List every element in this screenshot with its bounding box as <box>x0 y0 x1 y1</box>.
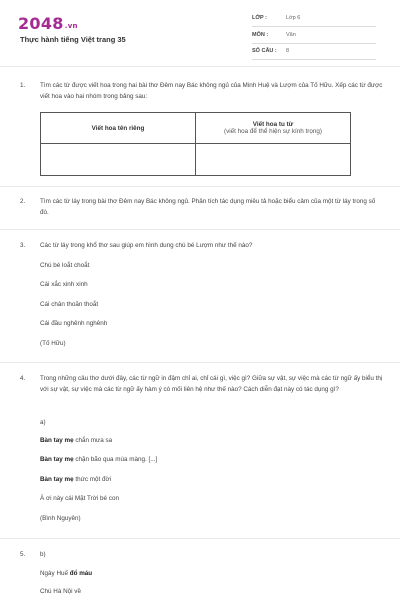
emphasis: đổ máu <box>69 570 93 577</box>
line-rest: À ơi này cái Mặt Trời bé con <box>40 495 119 502</box>
poem-line: Cái đầu nghênh nghênh <box>40 320 108 327</box>
meta-row-class <box>252 13 376 27</box>
poem-source: (Tố Hữu) <box>40 340 66 347</box>
meta-key: MÔN : <box>252 32 269 38</box>
emphasis: Bàn tay mẹ <box>40 437 74 444</box>
table-cell[interactable] <box>41 144 196 176</box>
logo-text: 2048 <box>18 14 64 33</box>
question-text: Trong những câu thơ dưới đây, các từ ngữ in đậm chỉ ai, chỉ cái gì, việc gì? Giữa sự vật, sự việc mà các từ ngữ ấy biểu thị với sự vật, sự việc mà các từ ngữ ấy hàm ý có mối liên hệ như thế nào? Cách diễn đạt này có tác dụng gì? <box>40 375 383 393</box>
question-text: Tìm các từ được viết hoa trong hai bài thơ Đêm nay Bác không ngủ của Minh Huệ và Lượm của Tố Hữu. Xếp các từ được viết hoa vào hai nhóm trong bảng sau: <box>40 82 383 100</box>
page-header <box>0 0 400 62</box>
line-rest: chắn mưa sa <box>73 437 113 444</box>
divider <box>0 362 400 363</box>
poem-line <box>40 456 157 463</box>
emphasis: Bàn tay mẹ <box>40 476 74 483</box>
meta-value: Lớp 6 <box>286 15 301 21</box>
poem-line: Cái xắc xinh xinh <box>40 281 88 288</box>
table-header-rhetorical <box>196 113 351 144</box>
table-header-proper-names: Viết hoa tên riêng <box>41 113 196 144</box>
question-number: 2. <box>20 198 26 205</box>
line-rest: thức một đời <box>73 476 112 483</box>
table-cell[interactable] <box>196 144 351 176</box>
site-logo[interactable] <box>18 14 78 33</box>
question-text: Tìm các từ láy trong bài thơ Đêm nay Bác không ngủ. Phân tích tác dụng miêu tả hoặc biểu cảm của một từ láy trong số đó. <box>40 198 376 216</box>
meta-key: SỐ CÂU : <box>252 48 277 54</box>
logo-tld: .vn <box>64 22 78 30</box>
divider <box>0 66 400 67</box>
question-text: Các từ láy trong khổ thơ sau giúp em hình dung chú bé Lượm như thế nào? <box>40 242 253 249</box>
poem-line: Chú bé loắt choắt <box>40 262 90 269</box>
table-header-rhetorical-note: (viết hoa để thể hiện sự kính trọng) <box>223 128 323 135</box>
meta-key: LỚP : <box>252 15 267 21</box>
poem-line <box>40 588 81 595</box>
table-header-rhetorical-title: Viết hoa tu từ <box>252 121 294 128</box>
emphasis: Bàn tay mẹ <box>40 456 74 463</box>
question-number: 4. <box>20 375 26 382</box>
question-number: 3. <box>20 242 26 249</box>
divider <box>0 229 400 230</box>
poem-line <box>40 437 112 444</box>
poem-line: Cái chân thoăn thoắt <box>40 301 99 308</box>
line-rest: (Bình Nguyên) <box>40 515 81 522</box>
poem-source <box>40 515 81 522</box>
question-number: 5. <box>20 551 26 558</box>
poem-line <box>40 476 111 483</box>
sub-label: a) <box>40 419 46 426</box>
poem-line <box>40 570 92 577</box>
meta-value: 8 <box>286 48 290 54</box>
line-rest: chặn bão qua mùa màng. [...] <box>73 456 158 463</box>
meta-value: Văn <box>286 32 296 38</box>
poem-line <box>40 495 119 502</box>
answer-table <box>40 112 351 176</box>
line-text: Ngày Huế <box>40 570 70 577</box>
page-title: Thực hành tiếng Việt trang 35 <box>20 35 126 44</box>
sub-label: b) <box>40 551 46 558</box>
meta-row-count <box>252 46 376 60</box>
divider <box>0 538 400 539</box>
meta-row-subject <box>252 30 376 44</box>
line-text: Chú Hà Nội về <box>40 588 81 595</box>
divider <box>0 186 400 187</box>
question-number: 1. <box>20 82 26 89</box>
